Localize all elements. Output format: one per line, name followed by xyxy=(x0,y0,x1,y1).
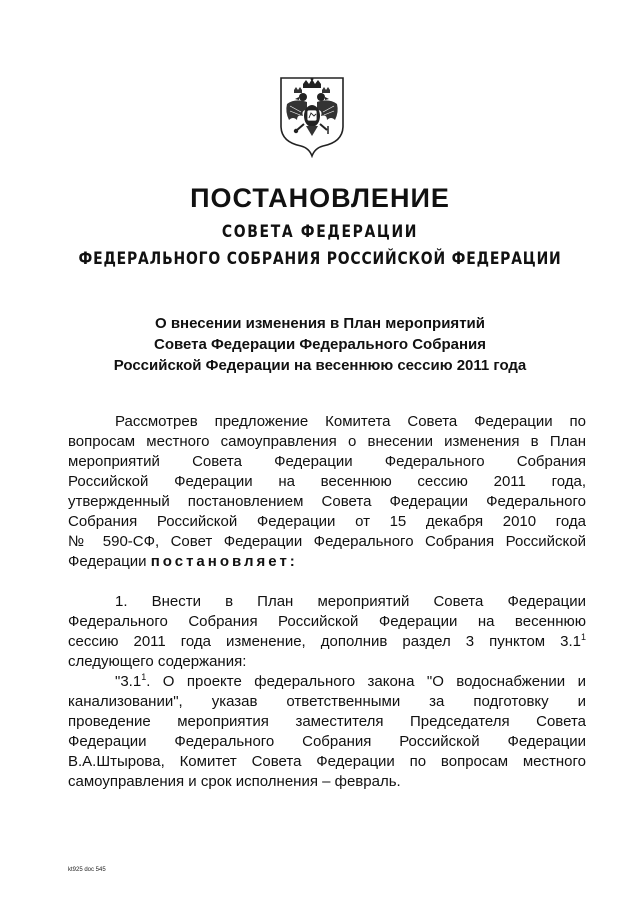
body-line: канализовании", указав ответственными за подготовку и xyxy=(68,693,586,710)
body-line: Федерального Собрания Российской Федерации на весеннюю xyxy=(68,613,586,630)
subject-line: Совета Федерации Федерального Собрания xyxy=(153,336,487,353)
body-line: Федерации Федерального Собрания Российской Федерации xyxy=(68,733,586,750)
subject-line: Российской Федерации на весеннюю сессию 2011 года xyxy=(113,357,527,374)
quote-paragraph xyxy=(68,672,586,792)
body-line xyxy=(68,552,586,572)
body-line: Собрания Российской Федерации от 15 декабря 2010 года xyxy=(68,513,586,530)
body-line: следующего содержания: xyxy=(68,653,247,670)
item-1-paragraph xyxy=(68,592,586,672)
body-line: проведение мероприятия заместителя Председателя Совета xyxy=(68,713,586,730)
footer-code: kt925 doc 545 xyxy=(68,867,106,873)
body-line: мероприятий Совета Федерации Федерального Собрания xyxy=(68,453,586,470)
body-line: самоуправления и срок исполнения – февраль. xyxy=(68,773,401,790)
body-line: 1. Внести в План мероприятий Совета Федерации xyxy=(115,593,586,610)
body-line: утвержденный постановлением Совета Федерации Федерального xyxy=(68,493,586,510)
superscript: 1 xyxy=(580,632,586,642)
body-line: В.А.Штырова, Комитет Совета Федерации по вопросам местного xyxy=(68,753,586,770)
issuer-line-1: СОВЕТА ФЕДЕРАЦИИ xyxy=(221,222,419,242)
document-subject xyxy=(80,313,560,376)
body-line: № 590-СФ, Совет Федерации Федерального Собрания Российской xyxy=(68,533,586,550)
body-text: . О проекте федерального закона "О водоснабжении и xyxy=(146,673,586,690)
subject-line: О внесении изменения в План мероприятий xyxy=(155,315,485,332)
body-text: сессию 2011 года изменение, дополнив раздел 3 пунктом 3.1 xyxy=(68,633,581,650)
body-line: Рассмотрев предложение Комитета Совета Федерации по xyxy=(115,413,586,430)
body-line xyxy=(68,632,586,652)
body-line: Российской Федерации на весеннюю сессию 2011 года, xyxy=(68,473,586,490)
document-body xyxy=(68,412,586,792)
body-line: вопросам местного самоуправления о внесении изменения в План xyxy=(68,433,586,450)
body-text: "3.1 xyxy=(115,673,142,690)
body-text: Федерации xyxy=(68,553,151,570)
body-line xyxy=(68,672,586,692)
issuer-line-2: ФЕДЕРАЛЬНОГО СОБРАНИЯ РОССИЙСКОЙ ФЕДЕРАЦИИ xyxy=(78,249,562,269)
coat-of-arms-icon xyxy=(277,76,347,158)
preamble-paragraph xyxy=(68,412,586,572)
superscript: 1 xyxy=(141,672,147,682)
document-title: ПОСТАНОВЛЕНИЕ xyxy=(190,183,450,213)
resolves-word: постановляет: xyxy=(150,553,298,570)
